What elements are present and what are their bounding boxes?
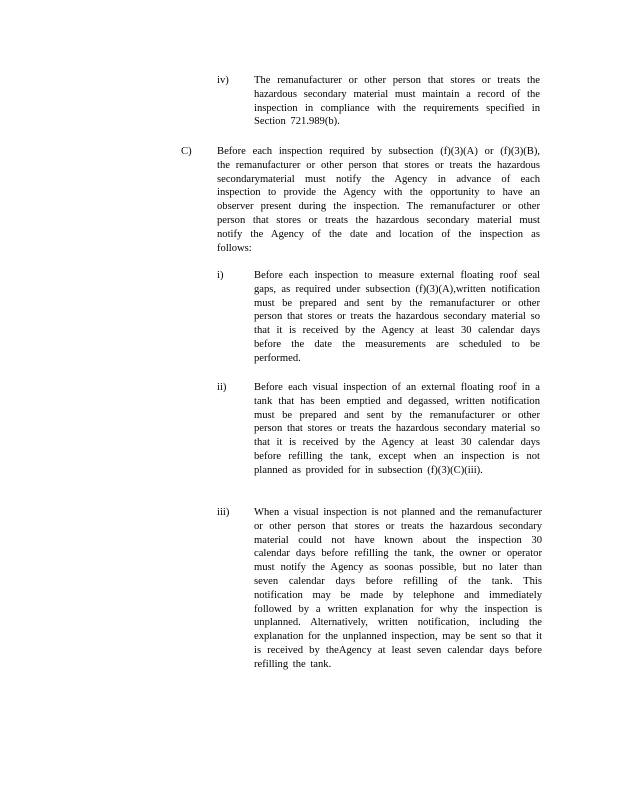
paragraph-label: i) — [217, 270, 224, 281]
paragraph-label: iv) — [217, 75, 229, 86]
paragraph-label: ii) — [217, 382, 227, 393]
paragraph-text: When a visual inspection is not planned and the remanufacturer or other person that stores or treats the hazardous secondary material could not have known about the inspection 30 calendar days before refilling the tank, the owner or operator must notify the Agency as soonas possible, but no later than seven calendar days before refilling of the tank. This notification may be made by telephone and immediately followed by a written explanation for why the inspection is unplanned. Alternatively, written notification, including the explanation for the unplanned inspection, may be sent so that it is received by theAgency at least seven calendar days before refilling the tank. — [254, 507, 543, 670]
paragraph-label: iii) — [217, 507, 230, 518]
paragraph-text: The remanufacturer or other person that stores or treats the hazardous secondary material must maintain a record of the inspection in compliance with the requirements specified in Section 721.989(b). — [254, 75, 540, 128]
paragraph-label: C) — [181, 146, 192, 157]
paragraph-text: Before each inspection to measure external floating roof seal gaps, as required under subsection (f)(3)(A),written notification must be prepared and sent by the remanufacturer or other person that stores or treats the hazardous secondary material so that it is received by the Agency at least 30 calendar days before the date the measurements are scheduled to be performed. — [254, 270, 540, 364]
paragraph-text: Before each inspection required by subsection (f)(3)(A) or (f)(3)(B), the remanufacturer or other person that stores or treats the hazardous secondarymaterial must notify the Agency in advance of each inspection to provide the Agency with the opportunity to have an observer present during the inspection. The remanufacturer or other person that stores or treats the hazardous secondary material must notify the Agency of the date and location of the inspection as follows: — [217, 146, 540, 254]
paragraph-text: Before each visual inspection of an external floating roof in a tank that has been emptied and degassed, written notification must be prepared and sent by the remanufacturer or other person that stores or treats the hazardous secondary material so that it is received by the Agency at least 30 calendar days before refilling the tank, except when an inspection is not planned as provided for in subsection (f)(3)(C)(iii). — [254, 382, 540, 476]
